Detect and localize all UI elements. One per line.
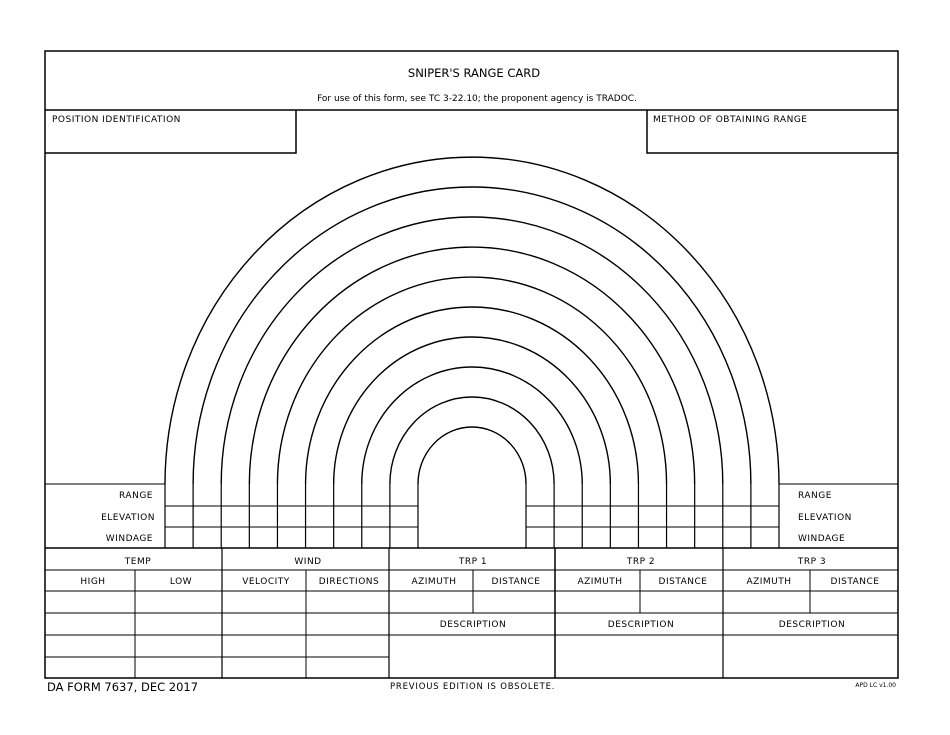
weather-entry-cell[interactable] bbox=[136, 658, 221, 677]
range-data-cell[interactable] bbox=[250, 507, 276, 526]
range-data-cell[interactable] bbox=[307, 528, 333, 547]
trp3-azimuth-header: AZIMUTH bbox=[746, 577, 792, 587]
range-arc bbox=[165, 157, 779, 484]
wind-header: WIND bbox=[294, 557, 322, 567]
range-data-cell[interactable] bbox=[724, 507, 750, 526]
range-data-cell[interactable] bbox=[391, 507, 417, 526]
range-data-cell[interactable] bbox=[555, 507, 581, 526]
weather-entry-cell[interactable] bbox=[223, 636, 305, 656]
trp1-header: TRP 1 bbox=[458, 557, 488, 567]
range-data-cell[interactable] bbox=[696, 485, 722, 505]
trp-entry-cell[interactable] bbox=[556, 592, 639, 612]
form-number: DA FORM 7637, DEC 2017 bbox=[47, 680, 199, 694]
range-data-cell[interactable] bbox=[166, 485, 192, 505]
weather-entry-cell[interactable] bbox=[136, 592, 221, 612]
left-windage-label: WINDAGE bbox=[105, 534, 153, 544]
range-data-cell[interactable] bbox=[724, 485, 750, 505]
trp-description-field[interactable] bbox=[724, 636, 897, 677]
left-range-label: RANGE bbox=[119, 491, 153, 501]
form-title: SNIPER'S RANGE CARD bbox=[407, 66, 541, 80]
weather-entry-cell[interactable] bbox=[46, 614, 134, 634]
range-data-cell[interactable] bbox=[639, 528, 665, 547]
weather-entry-cell[interactable] bbox=[223, 614, 305, 634]
range-data-cell[interactable] bbox=[166, 528, 192, 547]
trp-entry-cell[interactable] bbox=[724, 592, 809, 612]
range-data-cell[interactable] bbox=[278, 507, 304, 526]
range-data-cell[interactable] bbox=[555, 485, 581, 505]
trp-entry-cell[interactable] bbox=[811, 592, 897, 612]
trp-description-field[interactable] bbox=[556, 636, 722, 677]
range-data-cell[interactable] bbox=[527, 485, 553, 505]
range-arc bbox=[390, 397, 554, 484]
range-data-cell[interactable] bbox=[724, 528, 750, 547]
trp2-header: TRP 2 bbox=[626, 557, 656, 567]
form-subtitle: For use of this form, see TC 3-22.10; the proponent agency is TRADOC. bbox=[317, 94, 637, 104]
range-data-cell[interactable] bbox=[391, 485, 417, 505]
range-data-cell[interactable] bbox=[335, 528, 361, 547]
trp1-azimuth-header: AZIMUTH bbox=[411, 577, 457, 587]
weather-entry-cell[interactable] bbox=[46, 592, 134, 612]
edition-note: PREVIOUS EDITION IS OBSOLETE. bbox=[390, 682, 556, 692]
range-data-cell[interactable] bbox=[696, 528, 722, 547]
range-data-cell[interactable] bbox=[307, 485, 333, 505]
range-data-cell[interactable] bbox=[527, 528, 553, 547]
range-arc bbox=[306, 307, 639, 484]
range-data-cell[interactable] bbox=[611, 528, 637, 547]
range-arcs bbox=[165, 157, 779, 484]
trp2-description-header: DESCRIPTION bbox=[607, 620, 675, 630]
conditions-table bbox=[45, 548, 898, 678]
range-arc bbox=[277, 277, 666, 484]
left-elevation-label: ELEVATION bbox=[101, 513, 155, 523]
trp3-header: TRP 3 bbox=[797, 557, 827, 567]
range-data-cell[interactable] bbox=[527, 507, 553, 526]
trp-description-field[interactable] bbox=[390, 636, 554, 677]
trp2-distance-header: DISTANCE bbox=[658, 577, 708, 587]
right-range-label: RANGE bbox=[798, 491, 832, 501]
weather-entry-cell[interactable] bbox=[223, 658, 305, 677]
range-data-cell[interactable] bbox=[194, 528, 220, 547]
temp-high-header: HIGH bbox=[80, 577, 106, 587]
weather-entry-cell[interactable] bbox=[136, 636, 221, 656]
range-data-cell[interactable] bbox=[194, 507, 220, 526]
range-data-cell[interactable] bbox=[363, 485, 389, 505]
wind-directions-header: DIRECTIONS bbox=[318, 577, 380, 587]
trp-entry-cell[interactable] bbox=[390, 592, 472, 612]
range-data-cell[interactable] bbox=[583, 485, 609, 505]
range-data-cell[interactable] bbox=[639, 507, 665, 526]
range-data-cell[interactable] bbox=[752, 507, 778, 526]
range-data-cell[interactable] bbox=[363, 528, 389, 547]
range-data-cell[interactable] bbox=[696, 507, 722, 526]
trp3-distance-header: DISTANCE bbox=[830, 577, 880, 587]
range-arc bbox=[418, 427, 526, 484]
weather-entry-cell[interactable] bbox=[307, 614, 388, 634]
weather-entry-cell[interactable] bbox=[46, 636, 134, 656]
range-data-cell[interactable] bbox=[668, 507, 694, 526]
range-data-cell[interactable] bbox=[555, 528, 581, 547]
range-data-cell[interactable] bbox=[583, 528, 609, 547]
range-data-cell[interactable] bbox=[668, 528, 694, 547]
range-elevation-windage-grid bbox=[165, 484, 779, 548]
range-data-cell[interactable] bbox=[639, 485, 665, 505]
trp3-description-header: DESCRIPTION bbox=[778, 620, 846, 630]
right-windage-label: WINDAGE bbox=[798, 534, 846, 544]
version-label: APD LC v1.00 bbox=[855, 682, 896, 689]
range-data-cell[interactable] bbox=[335, 507, 361, 526]
wind-velocity-header: VELOCITY bbox=[242, 577, 290, 587]
range-data-cell[interactable] bbox=[307, 507, 333, 526]
temp-low-header: LOW bbox=[169, 577, 193, 587]
range-data-cell[interactable] bbox=[363, 507, 389, 526]
position-identification-label: POSITION IDENTIFICATION bbox=[52, 115, 181, 125]
range-data-cell[interactable] bbox=[611, 507, 637, 526]
temp-header: TEMP bbox=[124, 557, 152, 567]
range-data-cell[interactable] bbox=[222, 528, 248, 547]
weather-entry-cell[interactable] bbox=[307, 658, 388, 677]
range-data-cell[interactable] bbox=[335, 485, 361, 505]
range-data-cell[interactable] bbox=[278, 528, 304, 547]
weather-entry-cell[interactable] bbox=[136, 614, 221, 634]
range-data-cell[interactable] bbox=[752, 485, 778, 505]
range-arc bbox=[362, 367, 582, 484]
range-arc bbox=[334, 337, 611, 484]
range-data-cell[interactable] bbox=[222, 507, 248, 526]
range-arc bbox=[249, 247, 694, 484]
right-elevation-label: ELEVATION bbox=[798, 513, 852, 523]
range-data-cell[interactable] bbox=[391, 528, 417, 547]
range-data-cell[interactable] bbox=[166, 507, 192, 526]
range-data-cell[interactable] bbox=[278, 485, 304, 505]
method-of-obtaining-range-label: METHOD OF OBTAINING RANGE bbox=[653, 115, 808, 125]
range-data-cell[interactable] bbox=[194, 485, 220, 505]
weather-entry-cell[interactable] bbox=[307, 636, 388, 656]
range-data-cell[interactable] bbox=[611, 485, 637, 505]
range-data-cell[interactable] bbox=[222, 485, 248, 505]
weather-entry-cell[interactable] bbox=[307, 592, 388, 612]
range-data-cell[interactable] bbox=[250, 485, 276, 505]
range-data-cell[interactable] bbox=[583, 507, 609, 526]
range-data-cell[interactable] bbox=[752, 528, 778, 547]
trp-entry-cell[interactable] bbox=[474, 592, 554, 612]
weather-entry-cell[interactable] bbox=[46, 658, 134, 677]
trp1-description-header: DESCRIPTION bbox=[439, 620, 507, 630]
trp2-azimuth-header: AZIMUTH bbox=[577, 577, 623, 587]
weather-entry-cell[interactable] bbox=[223, 592, 305, 612]
trp1-distance-header: DISTANCE bbox=[491, 577, 541, 587]
range-arc bbox=[221, 217, 723, 484]
range-data-cell[interactable] bbox=[668, 485, 694, 505]
range-data-cell[interactable] bbox=[250, 528, 276, 547]
trp-entry-cell[interactable] bbox=[641, 592, 722, 612]
